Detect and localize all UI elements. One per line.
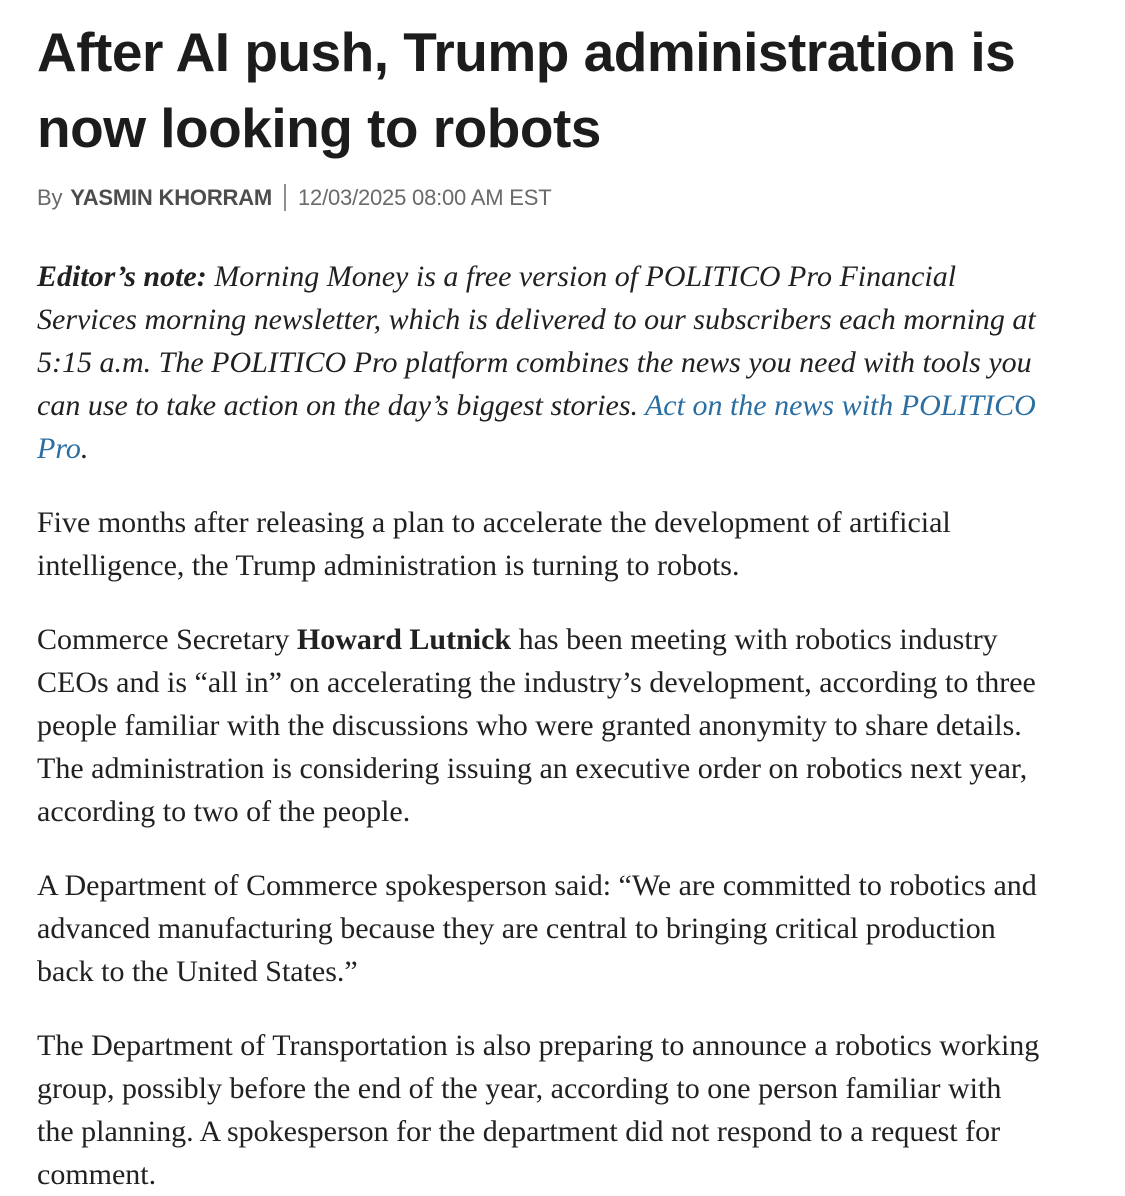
publish-timestamp: 12/03/2025 08:00 AM EST <box>298 184 552 210</box>
headline-line-2: now looking to robots <box>37 97 601 159</box>
editors-note <box>37 255 1042 470</box>
paragraph-4: The Department of Transportation is also preparing to announce a robotics working group, possibly before the end of the year, according to one person familiar with the planning. A spokesperson for the department did not respond to a request for comment. <box>37 1029 1040 1191</box>
editors-note-suffix: . <box>80 432 89 465</box>
paragraph-3: A Department of Commerce spokesperson said: “We are committed to robotics and advanced manufacturing because they are central to bringing critical production back to the United States.” <box>37 869 1037 988</box>
paragraph-1: Five months after releasing a plan to accelerate the development of artificial intelligence, the Trump administration is turning to robots. <box>37 506 951 582</box>
howard-lutnick-bold-name: Howard Lutnick <box>296 623 512 656</box>
paragraph-2-post: has been meeting with robotics industry CEOs and is “all in” on accelerating the industry’s development, according to three people familiar with the discussions who were granted anonymity to share details. The administration is considering issuing an executive order on robotics next year, according to two of the people. <box>37 623 1036 828</box>
article-body <box>37 255 1042 1196</box>
byline-divider <box>284 184 286 211</box>
editors-note-text: Morning Money is a free version of POLITICO Pro Financial Services morning newsletter, which is delivered to our subscribers each morning at 5:15 a.m. The POLITICO Pro platform combines the news you need with tools you can use to take action on the day’s biggest stories. <box>37 260 1036 422</box>
politico-pro-link[interactable]: Act on the news with POLITICO Pro <box>37 389 1036 465</box>
headline-line-1: After AI push, Trump administration is <box>37 21 1016 83</box>
byline-prefix: By <box>37 184 63 210</box>
article-headline <box>37 14 1085 166</box>
editors-note-label: Editor’s note: <box>37 260 207 293</box>
paragraph-2-pre: Commerce Secretary <box>37 623 297 656</box>
author-name: YASMIN KHORRAM <box>70 184 273 210</box>
paragraph-2 <box>37 618 1042 833</box>
byline <box>37 184 1085 211</box>
